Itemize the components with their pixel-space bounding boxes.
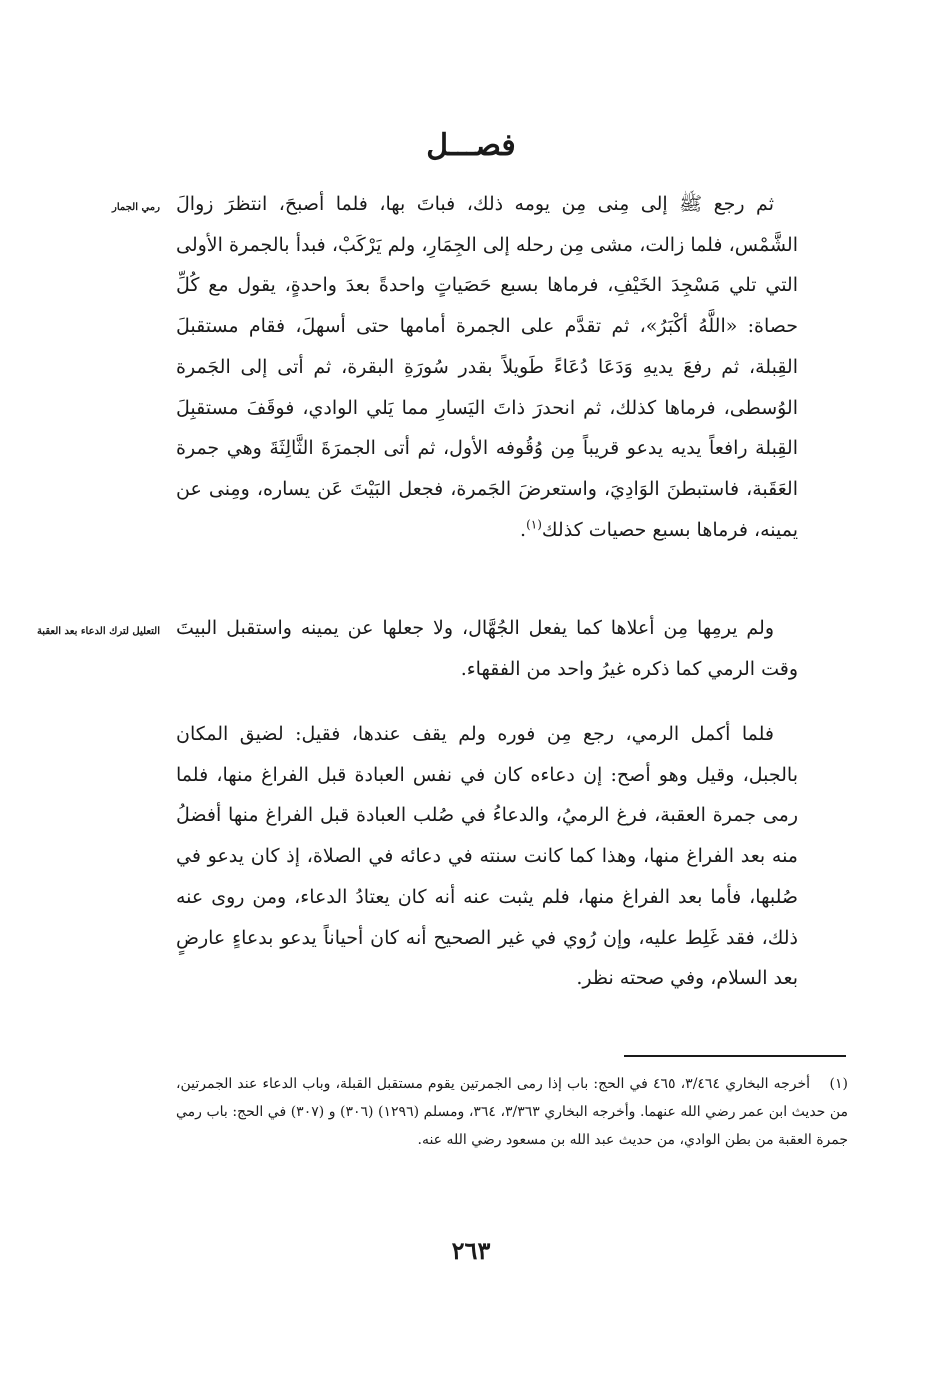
page-number: ٢٦٣ bbox=[451, 1236, 491, 1265]
paragraph-2-text: ولم يرمِها مِن أعلاها كما يفعل الجُهَّال، ولا جعلها عن يمينه واستقبل البيتَ وقت الرمي كما ذكره غيرُ واحد من الفقهاء. bbox=[176, 617, 798, 680]
paragraph-2 bbox=[176, 608, 798, 698]
paragraph-3 bbox=[176, 714, 798, 1044]
paragraph-1-text: ثم رجع ﷺ إلى مِنى مِن يومه ذلك، فباتَ بها، فلما أصبحَ، انتظرَ زوالَ الشَّمْس، فلما زالت، مشى مِن رحله إلى الجِمَارِ، ولم يَرْكَبْ، فبدأ بالجمرة الأولى التي تلي مَسْجِدَ الخَيْفِ، فرماها بسبع حَصَياتٍ واحدةً بعدَ واحدةٍ، يقول مع كُلِّ حصاة: «اللَّهُ أكْبَرُ»، ثم تقدَّم على الجمرة أمامها حتى أسهلَ، فقام مستقبلَ القِبلة، ثم رفعَ يديهِ وَدَعَا دُعَاءً طَويلاً بقدر سُورَةِ البقرة، ثم أتى إلى الجَمرة الوُسطى، فرماها كذلك، ثم انحدرَ ذاتَ اليَسارِ مما يَلي الوادي، فوقَفَ مستقبِلَ القِبلة رافعاً يديه يدعو قريباً مِن وُقُوفه الأول، ثم أتى الجمرَةَ الثَّالِثَةَ وهي جمرة العَقَبة، فاستبطنَ الوَادِيَ، واستعرضَ الجَمرة، فجعل البَيْتَ عَن يساره، ومِنى عن يمينه، فرماها بسبع حصيات كذلك bbox=[176, 193, 798, 541]
footnote-text: أخرجه البخاري ٣/٤٦٤، ٤٦٥ في الحج: باب إذا رمى الجمرتين يقوم مستقبل القبلة، وباب الدعاء عند الجمرتين، من حديث ابن عمر رضي الله عنهما. وأخرجه البخاري ٣/٣٦٣، ٣٦٤، ومسلم (١٢٩٦) (٣٠٦) و (٣٠٧) في الحج: باب رمي جمرة العقبة من بطن الوادي، من حديث عبد الله بن مسعود رضي الله عنه. bbox=[176, 1076, 849, 1148]
margin-note-reason: التعليل لترك الدعاء بعد العقبة bbox=[36, 626, 160, 637]
footnote-divider bbox=[624, 1055, 846, 1057]
paragraph-1-end: . bbox=[520, 518, 527, 541]
paragraph-3-text: فلما أكمل الرمي، رجع مِن فوره ولم يقف عندها، فقيل: لضيق المكان بالجبل، وقيل وهو أصح: إن دعاءه كان في نفس العبادة قبل الفراغ منها، فلما رمى جمرة العقبة، فرغ الرميُ، والدعاءُ في صُلب العبادة قبل الفراغ منها أفضلُ منه بعد الفراغ منها، وهذا كما كانت سنته في دعائه في الصلاة، إذ كان يدعو في صُلبها، فأما بعد الفراغ منها، فلم يثبت عنه أنه كان يعتادُ الدعاء، ومن روى عنه ذلك، فقد غَلِط عليه، وإن رُوي في غير الصحيح أنه كان أحياناً يدعو بدعاءٍ عارضٍ بعد السلام، وفي صحته نظر. bbox=[176, 723, 798, 990]
footnote bbox=[176, 1070, 848, 1154]
margin-note-stoning: رمي الجمار bbox=[112, 202, 160, 213]
footnote-number: (١) bbox=[829, 1076, 849, 1092]
paragraph-1 bbox=[176, 184, 798, 594]
footnote-reference: (١) bbox=[526, 517, 542, 532]
section-title: فصـــل bbox=[426, 128, 516, 163]
